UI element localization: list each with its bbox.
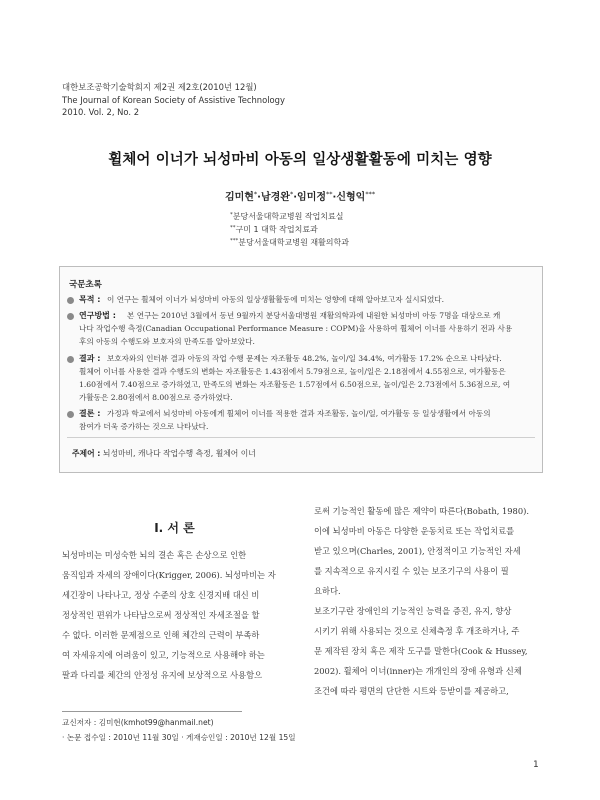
- footnote-divider: [62, 711, 242, 712]
- abstract-line: 후의 아동의 수행도와 보호자의 만족도를 알아보았다.: [79, 337, 255, 346]
- affiliation-mark: **: [230, 225, 236, 231]
- journal-header: [62, 81, 462, 119]
- paper-title: 휠체어 이너가 뇌성마비 아동의 일상생활활동에 미치는 영향: [108, 152, 492, 168]
- abstract-line: 참여가 더욱 증가하는 것으로 나타났다.: [79, 422, 209, 431]
- affiliation: [230, 211, 343, 222]
- keywords-label: 주제어 :: [72, 449, 101, 458]
- affiliation: [230, 224, 318, 235]
- abstract-line: 1.60점에서 7.40점으로 증가하였고, 만족도의 변화는 자조활동은 1.57점에서 6.50점으로, 놀이/일은 2.73점에서 5.36점으로, 여: [79, 380, 511, 389]
- affiliation-mark: ***: [230, 238, 239, 244]
- keywords: [72, 448, 256, 459]
- body-line: 세긴장이 나타나고, 정상 수준의 상호 신경지배 대신 비: [62, 590, 260, 600]
- author-name: 임미정: [297, 192, 327, 203]
- body-line: 정상적인 편위가 나타남으로써 정상적인 자세조절을 할: [62, 610, 260, 620]
- body-line: 받고 있으며(Charles, 2001), 안정적이고 기능적인 자세: [314, 546, 521, 556]
- body-line: 로써 기능적인 활동에 많은 제약이 따른다(Bobath, 1980).: [314, 506, 529, 516]
- submission-dates: · 논문 접수일 : 2010년 11월 30일 · 게재승인일 : 2010년 12월 15일: [62, 733, 296, 742]
- author-mark: *: [289, 190, 294, 198]
- abstract-line: 가정과 학교에서 뇌성마비 아동에게 휠체어 이너를 적용한 결과 자조활동, 놀이/일, 여가활동 등 일상생활에서 아동의: [107, 409, 491, 418]
- abstract-divider: [67, 437, 535, 438]
- body-line: 팔과 다리를 체간의 안정성 유지에 보상적으로 사용함으: [62, 670, 263, 680]
- body-line: 를 지속적으로 유지시킬 수 있는 보조기구의 사용이 필: [314, 566, 509, 576]
- body-line: 보조기구란 장애인의 기능적인 능력을 증진, 유지, 향상: [314, 606, 512, 616]
- author-separator: ·: [293, 192, 298, 203]
- page-number: 1: [533, 760, 539, 770]
- abstract-line: 본 연구는 2010년 3월에서 동년 9월까지 분당서울대병원 재활의학과에 내원한 뇌성마비 아동 7명을 대상으로 캐: [127, 311, 501, 320]
- abstract-label: 목적 :: [79, 295, 101, 304]
- section-heading: I. 서 론: [154, 521, 195, 535]
- body-line: 뇌성마비는 미성숙한 뇌의 결손 혹은 손상으로 인한: [62, 550, 247, 560]
- body-line: 움직임과 자세의 장애이다(Krigger, 2006). 뇌성마비는 자: [62, 570, 276, 580]
- abstract-line: 이 연구는 휠체어 이너가 뇌성마비 아동의 일상생활활동에 미치는 영향에 대해 알아보고자 실시되었다.: [107, 295, 445, 304]
- author-list: [0, 188, 600, 203]
- abstract-line: 보호자와의 인터뷰 결과 아동의 작업 수행 문제는 자조활동 48.2%, 놀이/일 34.4%, 여가활동 17.2% 순으로 나타났다.: [107, 354, 502, 363]
- journal-name-english: The Journal of Korean Society of Assistive Technology: [62, 94, 285, 105]
- abstract-box: [59, 266, 543, 473]
- affiliation-text: 구미 1 대학 작업치료과: [235, 225, 318, 234]
- corresponding-author: 교신저자 : 김미현(kmhot99@hanmail.net): [62, 718, 214, 727]
- journal-name-korean: 대한보조공학기술학회지 제2권 제2호(2010년 12월): [62, 82, 257, 92]
- journal-volume: 2010. Vol. 2, No. 2: [62, 107, 140, 117]
- abstract-heading: 국문초록: [69, 280, 102, 290]
- body-line: 여 자세유지에 어려움이 있고, 기능적으로 사용해야 하는: [62, 650, 265, 660]
- body-line: 요하다.: [314, 586, 341, 596]
- author-mark: ***: [365, 190, 376, 198]
- author-name: 신형익: [336, 192, 366, 203]
- abstract-label: 결론 :: [79, 409, 101, 418]
- abstract-line: 가활동은 2.80점에서 8.00점으로 증가하였다.: [79, 393, 233, 402]
- body-line: 시키기 위해 사용되는 것으로 신체측정 후 개조하거나, 주: [314, 626, 520, 636]
- author-mark: *: [253, 190, 258, 198]
- body-line: 2002). 휠체어 이너(inner)는 개개인의 장애 유형과 신체: [314, 666, 522, 676]
- keywords-text: 뇌성마비, 캐나다 작업수행 측정, 휠체어 이너: [102, 449, 256, 458]
- affiliation: [230, 237, 349, 248]
- author-name: 김미현: [224, 192, 254, 203]
- author-separator: ·: [332, 192, 337, 203]
- body-line: 조건에 따라 평면의 단단한 시트와 등받이를 제공하고,: [314, 686, 509, 696]
- abstract-line: 휠체어 이너를 사용한 결과 수행도의 변화는 자조활동은 1.43점에서 5.79점으로, 놀이/일은 2.18점에서 4.55점으로, 여가활동은: [79, 367, 506, 376]
- author-separator: ·: [257, 192, 261, 203]
- bullet-icon: [67, 356, 74, 363]
- body-line: 수 없다. 이러한 문제점으로 인해 체간의 근력이 부족하: [62, 630, 260, 640]
- affiliation-text: 분당서울대학교병원 작업치료실: [232, 212, 344, 221]
- affiliation-mark: *: [230, 212, 233, 218]
- author-name: 남경완: [260, 192, 290, 203]
- body-line: 이에 뇌성마비 아동은 다양한 운동치료 또는 작업치료를: [314, 526, 515, 536]
- bullet-icon: [67, 313, 74, 320]
- abstract-line: 나다 작업수행 측정(Canadian Occupational Performance Measure : COPM)을 사용하여 휠체어 이너를 사용하기 전과 사용: [79, 324, 513, 333]
- bullet-icon: [67, 297, 74, 304]
- author-mark: **: [326, 190, 333, 198]
- affiliation-text: 분당서울대학교병원 재활의학과: [238, 238, 349, 247]
- bullet-icon: [67, 411, 74, 418]
- abstract-label: 결과 :: [79, 354, 101, 363]
- abstract-label: 연구방법 :: [79, 311, 116, 320]
- body-line: 문 제작된 장치 혹은 제작 도구를 말한다(Cook & Hussey,: [314, 646, 528, 656]
